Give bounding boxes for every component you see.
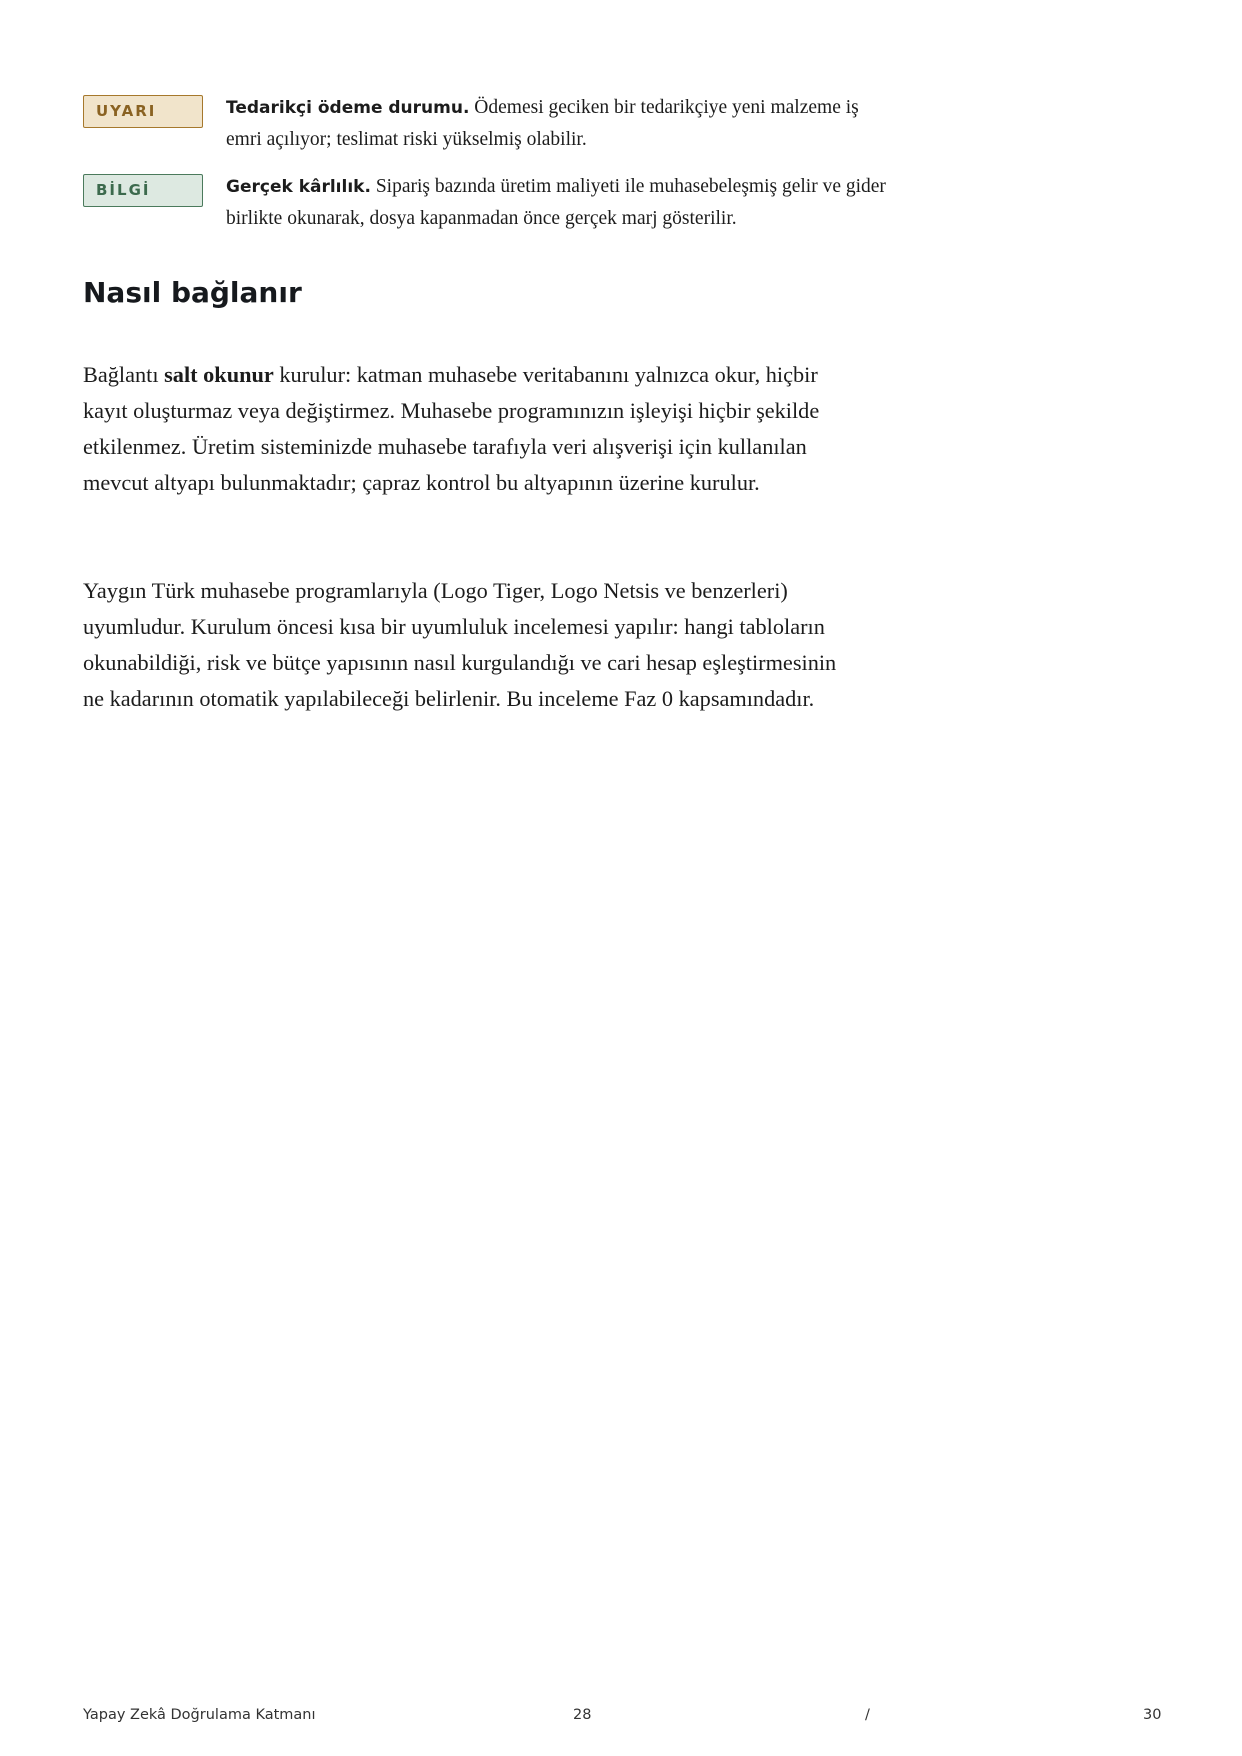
info-callout-body: Sipariş bazında üretim maliyeti ile muhasebeleşmiş gelir ve gider birlikte okunarak, dosya kapanmadan önce gerçek marj gösterilir. bbox=[226, 176, 886, 229]
read-only-emphasis: salt okunur bbox=[164, 362, 274, 387]
section-heading: Nasıl bağlanır bbox=[83, 276, 302, 309]
paragraph-connection bbox=[83, 357, 853, 501]
info-badge: BİLGİ bbox=[83, 174, 203, 207]
warning-callout-body: Ödemesi geciken bir tedarikçiye yeni malzeme iş emri açılıyor; teslimat riski yükselmiş olabilir. bbox=[226, 97, 859, 150]
info-callout-text bbox=[226, 171, 886, 235]
info-callout-title: Gerçek kârlılık. bbox=[226, 177, 371, 197]
footer-page-separator: / bbox=[865, 1707, 870, 1723]
footer-document-title: Yapay Zekâ Doğrulama Katmanı bbox=[83, 1707, 316, 1723]
footer-total-pages: 30 bbox=[1143, 1707, 1162, 1723]
paragraph-connection-start: Bağlantı bbox=[83, 362, 165, 387]
footer-page-number: 28 bbox=[573, 1707, 592, 1723]
paragraph-connection-rest: kurulur: katman muhasebe veritabanını yalnızca okur, hiçbir kayıt oluşturmaz veya değiştirmez. Muhasebe programınızın işleyişi hiçbir şekilde etkilenmez. Üretim sisteminizde muhasebe tarafıyla veri alışverişi için kullanılan mevcut altyapı bulunmaktadır; çapraz kontrol bu altyapının üzerine kurulur. bbox=[83, 362, 820, 495]
warning-badge: UYARI bbox=[83, 95, 203, 128]
warning-callout-text bbox=[226, 92, 886, 156]
paragraph-compatibility: Yaygın Türk muhasebe programlarıyla (Logo Tiger, Logo Netsis ve benzerleri) uyumludur. Kurulum öncesi kısa bir uyumluluk incelemesi yapılır: hangi tabloların okunabildiği, risk ve bütçe yapısının nasıl kurgulandığı ve cari hesap eşleştirmesinin ne kadarının otomatik yapılabileceği belirlenir. Bu inceleme Faz 0 kapsamındadır. bbox=[83, 578, 837, 711]
warning-callout-title: Tedarikçi ödeme durumu. bbox=[226, 98, 470, 118]
